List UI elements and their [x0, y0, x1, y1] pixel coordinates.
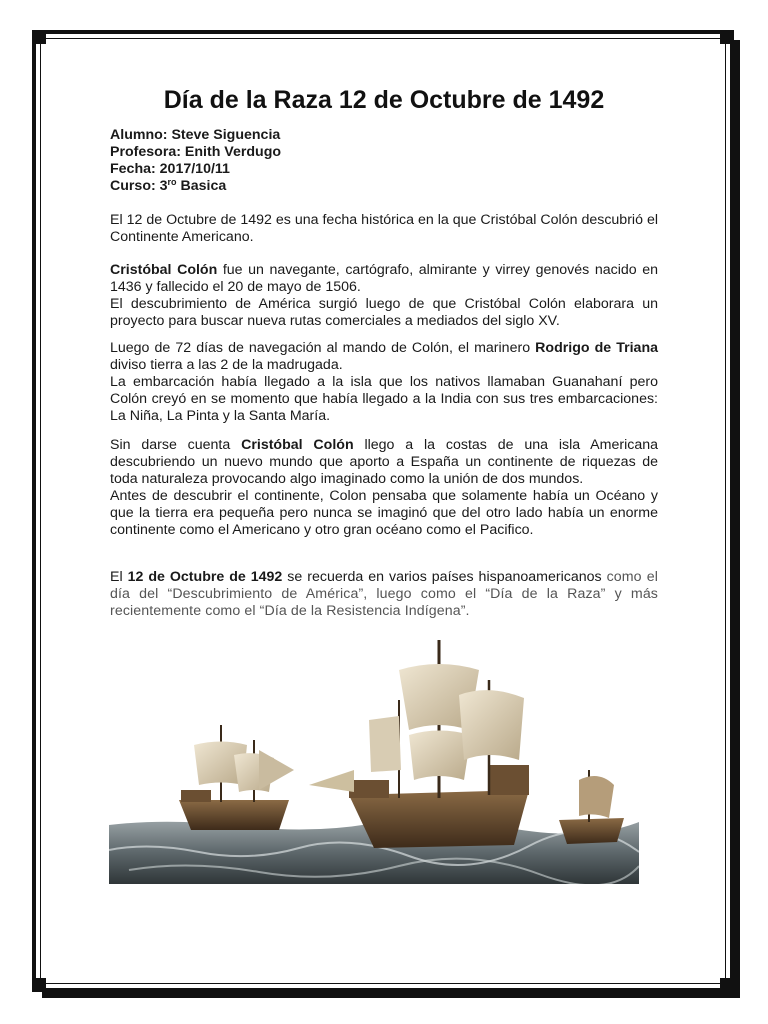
student-info — [110, 127, 281, 195]
paragraph-5-text-a: El — [110, 569, 128, 585]
course — [110, 178, 281, 195]
teacher-name: Profesora: Enith Verdugo — [110, 144, 282, 160]
date: Fecha: 2017/10/11 — [110, 161, 230, 177]
paragraph-5-text-light: como el día del “Descubrimiento de América”, luego como el “Día de la Raza” y más recientemente como el “Día de la Resistencia Indígena”. — [110, 569, 658, 619]
border-corner — [32, 30, 46, 44]
large-ship-center — [309, 640, 529, 848]
course-suffix: Basica — [176, 178, 227, 194]
bold-name: Rodrigo de Triana — [535, 340, 658, 356]
bold-name: Cristóbal Colón — [241, 437, 354, 453]
paragraph-3-text-b: diviso tierra a las 2 de la madrugada. — [110, 357, 343, 373]
paragraph-4-text-b: llego a la costas de una isla Americana descubriendo un nuevo mundo que aporto a España un continente de riquezas de toda naturaleza provocando algo imaginado como la unión de dos mundos. — [110, 437, 658, 487]
border-corner — [720, 30, 734, 44]
paragraph-3-text-a: Luego de 72 días de navegación al mando de Colón, el marinero — [110, 340, 536, 356]
paragraph-4-text2: Antes de descubrir el continente, Colon pensaba que solamente había un Océano y que la tierra era pequeña pero nunca se imaginó que del otro lado había un enorme continente como el Americano y otro gran océano como el Pacifico. — [110, 488, 658, 538]
page-border-shadow-right — [734, 40, 740, 996]
student-name: Alumno: Steve Siguencia — [110, 127, 281, 143]
small-ship-left — [179, 725, 294, 830]
document-title: Día de la Raza 12 de Octubre de 1492 — [163, 86, 605, 114]
paragraph-2-text2: El descubrimiento de América surgió luego de que Cristóbal Colón elaborara un proyecto para buscar nueva rutas comerciales a mediados del siglo XV. — [110, 296, 658, 329]
paragraph-5-text-b: se recuerda en varios países hispanoamericanos — [282, 569, 602, 585]
course-ordinal: ro — [167, 177, 177, 187]
course-prefix: Curso: 3 — [110, 178, 168, 194]
border-corner — [720, 978, 734, 992]
paragraph-2 — [110, 262, 658, 330]
border-corner — [32, 978, 46, 992]
page-border-shadow-bottom — [42, 992, 740, 998]
paragraph-2-text: fue un navegante, cartógrafo, almirante y virrey genovés nacido en 1436 y fallecido el 20 de mayo de 1506. — [110, 262, 658, 295]
paragraph-3 — [110, 340, 658, 425]
small-ship-right — [559, 770, 624, 844]
ships-illustration — [109, 620, 639, 884]
paragraph-5 — [110, 569, 658, 620]
paragraph-3-text2: La embarcación había llegado a la isla que los nativos llamaban Guanahaní pero Colón creyó en se momento que había llegado a la India con sus tres embarcaciones: La Niña, La Pinta y la Santa María. — [110, 374, 658, 424]
paragraph-4 — [110, 437, 658, 539]
paragraph-4-text-a: Sin darse cuenta — [110, 437, 242, 453]
paragraph-1-text: El 12 de Octubre de 1492 es una fecha histórica en la que Cristóbal Colón descubrió el Continente Americano. — [110, 212, 658, 245]
bold-date: 12 de Octubre de 1492 — [127, 569, 283, 585]
bold-name: Cristóbal Colón — [110, 262, 218, 278]
paragraph-1 — [110, 212, 658, 246]
